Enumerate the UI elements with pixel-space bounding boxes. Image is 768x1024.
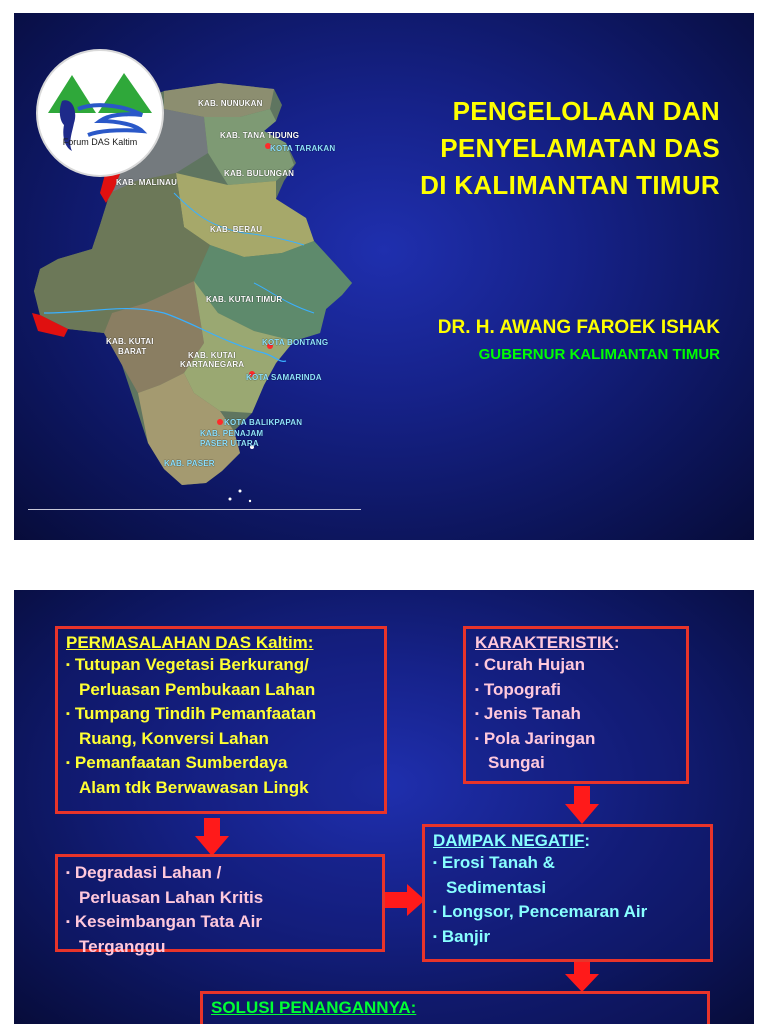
degradation-box [55,854,385,956]
solution-title: SOLUSI PENANGANNYA: [211,998,417,1017]
degradation-item-2-cont: Terganggu [79,936,166,956]
map-label-tana-tidung: KAB. TANA TIDUNG [220,131,300,140]
map-label-nunukan: KAB. NUNUKAN [198,99,263,108]
title-slide [14,13,754,540]
problems-item-2-cont: Ruang, Konversi Lahan [79,728,269,748]
problems-item-3-cont: Alam tdk Berwawasan Lingk [79,777,309,797]
speaker-role: GUBERNUR KALIMANTAN TIMUR [478,346,720,363]
map-label-berau: KAB. BERAU [210,225,263,234]
problems-item-1-cont: Perluasan Pembukaan Lahan [79,679,316,699]
map-label-kutai-barat-line2: BARAT [118,347,147,356]
bullet-icon: ▪ [66,916,70,928]
degradation-item-1-cont: Perluasan Lahan Kritis [79,887,264,907]
logo-text: Forum DAS Kaltim [62,137,138,147]
map-label-balikpapan: KOTA BALIKPAPAN [224,418,303,427]
bullet-icon: ▪ [475,732,479,745]
problems-slide [14,590,754,1024]
degradation-item-1: ▪ Degradasi Lahan / [66,863,222,882]
bullet-icon: ▪ [475,708,479,720]
impacts-item-1-cont: Sedimentasi [446,877,547,897]
map-label-malinau: KAB. MALINAU [116,178,178,187]
arrow-right-icon [385,884,425,916]
speaker-name: DR. H. AWANG FAROEK ISHAK [437,317,720,338]
problems-item-3: ▪ Pemanfaatan Sumberdaya [66,753,288,772]
map-label-kukar-line1: KAB. KUTAI [188,351,236,360]
slide-divider [28,509,361,510]
solution-box [200,991,710,1024]
slide-title [420,93,720,204]
arrow-down-icon [565,786,599,824]
bullet-icon: ▪ [475,683,479,696]
title-line-3: DI KALIMANTAN TIMUR [420,170,720,200]
impacts-title-colon: : [584,831,591,850]
bullet-icon: ▪ [433,906,437,918]
arrow-down-icon [195,818,229,856]
map-label-kutai-timur: KAB. KUTAI TIMUR [206,295,283,304]
bullet-icon: ▪ [433,857,437,869]
title-line-2: PENYELAMATAN DAS [440,133,720,163]
problems-box [55,626,387,814]
logo-graphic [38,51,162,175]
map-label-kukar-line2: KARTANEGARA [180,360,245,369]
arrow-down-icon [565,962,599,992]
title-line-1: PENGELOLAAN DAN [452,96,720,126]
characteristics-title: KARAKTERISTIK [475,633,614,652]
impacts-item-2: ▪ Longsor, Pencemaran Air [433,902,648,921]
map-label-kutai-barat-line1: KAB. KUTAI [106,337,154,346]
bullet-icon: ▪ [66,708,70,720]
map-label-penajam-line2: PASER UTARA [200,439,259,448]
map-label-samarinda: KOTA SAMARINDA [246,373,322,382]
bullet-icon: ▪ [475,659,479,671]
problems-title: PERMASALAHAN DAS Kaltim: [66,633,314,652]
characteristics-item-3: ▪ Jenis Tanah [475,704,581,723]
characteristics-item-4-cont: Sungai [488,753,545,772]
problems-item-2: ▪ Tumpang Tindih Pemanfaatan [66,704,317,723]
map-label-bontang: KOTA BONTANG [262,338,329,347]
characteristics-title-colon: : [613,633,620,652]
impacts-item-3: ▪ Banjir [433,926,491,946]
characteristics-item-2: ▪ Topografi [475,679,562,699]
map-label-paser: KAB. PASER [164,459,215,468]
bullet-icon: ▪ [66,659,70,671]
impacts-box [422,824,713,962]
bullet-icon: ▪ [433,930,437,943]
map-label-bulungan: KAB. BULUNGAN [224,169,295,178]
impacts-title: DAMPAK NEGATIF [433,831,585,850]
bullet-icon: ▪ [66,757,70,769]
map-label-tarakan: KOTA TARAKAN [270,144,336,153]
impacts-item-1: ▪ Erosi Tanah & [433,853,555,872]
characteristics-item-4: ▪ Pola Jaringan [475,728,596,748]
characteristics-box [463,626,689,784]
degradation-item-2: ▪ Keseimbangan Tata Air [66,912,262,931]
characteristics-item-1: ▪ Curah Hujan [475,655,585,674]
problems-item-1: ▪ Tutupan Vegetasi Berkurang/ [66,655,309,674]
bullet-icon: ▪ [66,867,70,879]
forum-das-logo [38,51,162,175]
map-label-penajam-line1: KAB. PENAJAM [200,429,264,438]
